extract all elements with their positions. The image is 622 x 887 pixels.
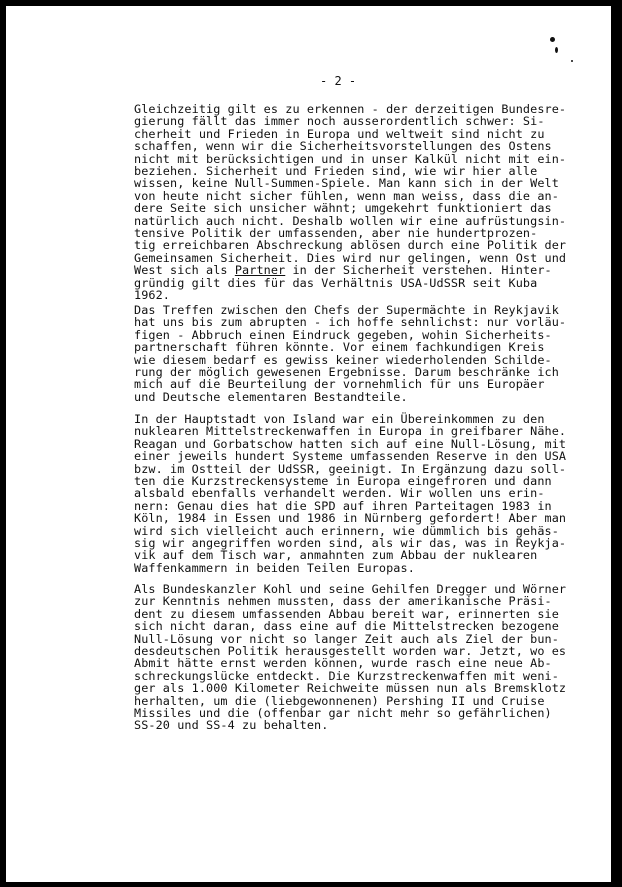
text-line: beziehen. Sicherheit und Frieden sind, wie wir hier alle	[134, 164, 538, 179]
ink-speck	[555, 47, 558, 53]
paragraph-3	[134, 413, 574, 574]
text-line: nern: Genau dies hat die SPD auf ihren Parteitagen 1983 in	[134, 498, 552, 513]
text-line: rung der möglich gewesenen Ergebnisse. Darum beschränke ich	[134, 365, 559, 380]
text-line: Köln, 1984 in Essen und 1986 in Nürnberg gefordert! Aber man	[134, 511, 567, 526]
paragraph-4	[134, 583, 574, 732]
text-line: natürlich auch nicht. Deshalb wollen wir eine aufrüstungsin-	[134, 213, 567, 228]
text-line: Abmit hätte ernst werden können, wurde rasch eine neue Ab-	[134, 656, 552, 671]
text-line: bzw. im Ostteil der UdSSR, geeinigt. In Ergänzung dazu soll-	[134, 461, 567, 476]
text-line: und Deutsche elementaren Bestandteile.	[134, 389, 408, 404]
text-line: ten die Kurzstreckensysteme in Europa eingefroren und dann	[134, 474, 552, 489]
ink-speck	[550, 37, 555, 42]
text-line: von heute nicht sicher fühlen, wenn man weiss, dass die an-	[134, 188, 559, 203]
text-line: Gleichzeitig gilt es zu erkennen - der derzeitigen Bundesre-	[134, 102, 567, 116]
paragraph-2	[134, 304, 574, 403]
text-line: Gemeinsamen Sicherheit. Dies wird nur gelingen, wenn Ost und	[134, 250, 567, 265]
text-line: Reagan und Gorbatschow hatten sich auf eine Null-Lösung, mit	[134, 436, 567, 451]
text-line: dent zu diesem umfassenden Abbau bereit war, erinnerten sie	[134, 606, 559, 621]
text-line: Missiles und die (offenbar gar nicht mehr so gefährlichen)	[134, 706, 552, 721]
text-line: tig erreichbaren Abschreckung ablösen durch eine Politik der	[134, 238, 567, 253]
text-line: alsbald ebenfalls verhandelt werden. Wir wollen uns erin-	[134, 486, 545, 501]
underlined-word: Partner	[234, 263, 286, 278]
text-line: ger als 1.000 Kilometer Reichweite müssen nun als Bremsklotz	[134, 681, 567, 696]
text-line: SS-20 und SS-4 zu behalten.	[134, 718, 329, 733]
text-line: Als Bundeskanzler Kohl und seine Gehilfen Dregger und Wörner	[134, 582, 567, 596]
text-line: partnerschaft führen könnte. Vor einem fachkundigen Kreis	[134, 340, 545, 355]
text-line: sig wir angegriffen worden sind, als wir das, was in Reykja-	[134, 536, 567, 551]
text-line: cherheit und Frieden in Europa und weltweit sind nicht zu	[134, 126, 545, 141]
text-line: wird sich vielleicht auch erinnern, wie dümmlich bis gehäs-	[134, 523, 559, 538]
ink-speck	[571, 60, 573, 62]
text-line: herhalten, um die (liebgewonnenen) Pershing II und Cruise	[134, 693, 545, 708]
page-number: - 2 -	[320, 74, 357, 88]
text-line: schaffen, wenn wir die Sicherheitsvorstellungen des Ostens	[134, 139, 552, 154]
text-line: 1962.	[134, 288, 171, 303]
text-line: hat uns bis zum abrupten - ich hoffe sehnlichst: nur vorläu-	[134, 315, 567, 330]
paragraph-1	[134, 103, 574, 302]
text-line: schreckungslücke entdeckt. Die Kurzstreckenwaffen mit weni-	[134, 668, 559, 683]
text-line: sich nicht daran, dass eine auf die Mittelstrecken bezogene	[134, 619, 559, 634]
text-line: dere Seite sich unsicher wähnt; umgekehrt funktioniert das	[134, 201, 552, 216]
text-line: wissen, keine Null-Summen-Spiele. Man kann sich in der Welt	[134, 176, 559, 191]
text-line: figen - Abbruch einen Eindruck gegeben, wohin Sicherheits-	[134, 327, 552, 342]
text-line: West sich als Partner in der Sicherheit verstehen. Hinter-	[134, 263, 552, 278]
text-line: vik auf dem Tisch war, anmahnten zum Abbau der nuklearen	[134, 548, 538, 563]
text-line: In der Hauptstadt von Island war ein Übereinkommen zu den	[134, 412, 545, 426]
text-line: gründig gilt dies für das Verhältnis USA-UdSSR seit Kuba	[134, 275, 538, 290]
text-line: wie diesem bedarf es gewiss keiner wiederholenden Schilde-	[134, 352, 552, 367]
text-line: Waffenkammern in beiden Teilen Europas.	[134, 560, 415, 575]
text-line: tensive Politik der umfassenden, aber nie hundertprozen-	[134, 226, 538, 241]
text-line: einer jeweils hundert Systeme umfassenden Reserve in den USA	[134, 449, 567, 464]
text-line: Null-Lösung vor nicht so langer Zeit auch als Ziel der bun-	[134, 631, 559, 646]
text-line: desdeutschen Politik herausgestellt worden war. Jetzt, wo es	[134, 644, 567, 659]
text-line: nuklearen Mittelstreckenwaffen in Europa in greifbarer Nähe.	[134, 424, 567, 439]
text-line: Das Treffen zwischen den Chefs der Supermächte in Reykjavik	[134, 303, 559, 317]
text-line: zur Kenntnis nehmen mussten, dass der amerikanische Präsi-	[134, 594, 552, 609]
text-line: mich auf die Beurteilung der vornehmlich für uns Europäer	[134, 377, 545, 392]
text-line: nicht mit berücksichtigen und in unser Kalkül nicht mit ein-	[134, 151, 567, 166]
document-page	[6, 6, 611, 882]
text-line: gierung fällt das immer noch ausserordentlich schwer: Si-	[134, 114, 545, 129]
